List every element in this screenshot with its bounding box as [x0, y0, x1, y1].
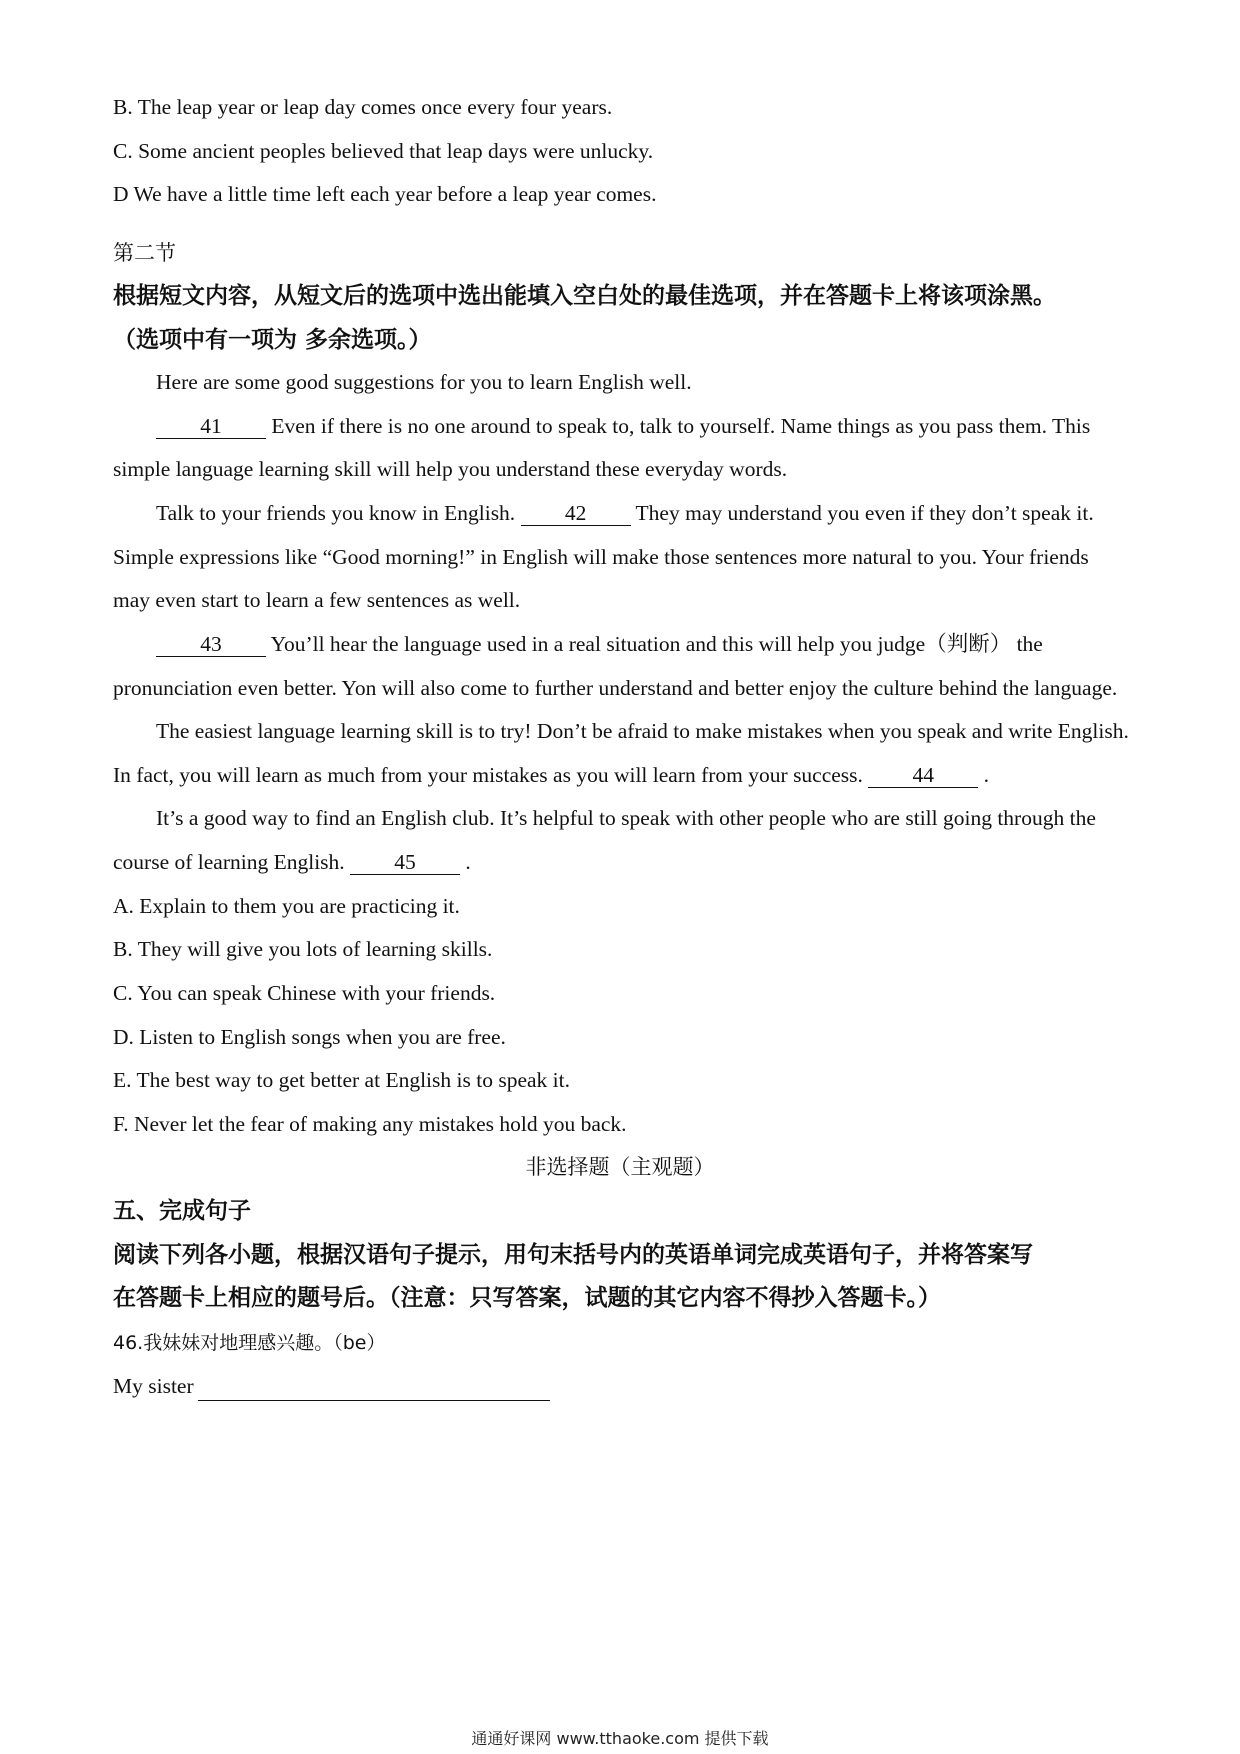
nonchoice-heading: 非选择题（主观题） — [525, 1155, 715, 1179]
passage-para-2: Talk to your friends you know in English. 42 They may understand you even if they don’t speak it. — [156, 501, 1094, 525]
blank-41: 41 — [156, 414, 266, 439]
blank-44: 44 — [868, 763, 978, 788]
option-d: D. Listen to English songs when you are free. — [113, 1025, 506, 1049]
section2-title: 第二节 — [113, 241, 176, 265]
option-b: B. They will give you lots of learning skills. — [113, 937, 493, 961]
passage-para-5: It’s a good way to find an English club. It’s helpful to speak with other people who are still going through the — [156, 806, 1096, 830]
passage-para-1-cont: simple language learning skill will help you understand these everyday words. — [113, 457, 788, 481]
passage-intro: Here are some good suggestions for you to learn English well. — [156, 370, 692, 394]
option-c: C. You can speak Chinese with your friends. — [113, 981, 496, 1005]
passage-para-1: 41 Even if there is no one around to speak to, talk to yourself. Name things as you pass them. This — [156, 411, 1130, 441]
blank-42: 42 — [521, 501, 631, 526]
blank-45: 45 — [350, 850, 460, 875]
option-b-prev: B. The leap year or leap day comes once every four years. — [113, 95, 613, 119]
passage-para-4: The easiest language learning skill is to try! Don’t be afraid to make mistakes when you speak and write English. — [156, 719, 1129, 743]
question-46: 46.我妹妹对地理感兴趣。（be） — [113, 1332, 386, 1354]
question-46-answer: My sister — [113, 1371, 1130, 1401]
passage-para-3: 43 You’ll hear the language used in a real situation and this will help you judge（判断） the — [156, 629, 1130, 659]
passage-para-5-cont: course of learning English. 45 . — [113, 850, 471, 874]
section2-instruction: 根据短文内容，从短文后的选项中选出能填入空白处的最佳选项，并在答题卡上将该项涂黑。 — [113, 283, 1056, 309]
option-c-prev: C. Some ancient peoples believed that leap days were unlucky. — [113, 139, 654, 163]
section5-instruction: 阅读下列各小题，根据汉语句子提示，用句末括号内的英语单词完成英语句子，并将答案写 — [113, 1242, 1033, 1268]
section2-note: （选项中有一项为 多余选项。） — [113, 327, 432, 353]
blank-43: 43 — [156, 632, 266, 657]
page-footer: 通通好课网 www.tthaoke.com 提供下载 — [471, 1729, 769, 1748]
passage-para-3-cont: pronunciation even better. Yon will also come to further understand and better enjoy the culture behind the language. — [113, 676, 1118, 700]
passage-para-2-cont: Simple expressions like “Good morning!” in English will make those sentences more natural to you. Your friends — [113, 545, 1089, 569]
option-f: F. Never let the fear of making any mistakes hold you back. — [113, 1112, 627, 1136]
section5-title: 五、完成句子 — [113, 1198, 251, 1224]
passage-para-4-cont: In fact, you will learn as much from your mistakes as you will learn from your success. 44 . — [113, 763, 990, 787]
answer-blank[interactable] — [198, 1378, 550, 1401]
option-a: A. Explain to them you are practicing it. — [113, 894, 460, 918]
option-d-prev: D We have a little time left each year before a leap year comes. — [113, 182, 657, 206]
section5-instruction-cont: 在答题卡上相应的题号后。（注意：只写答案，试题的其它内容不得抄入答题卡。） — [113, 1285, 941, 1311]
passage-para-2-cont2: may even start to learn a few sentences as well. — [113, 588, 521, 612]
option-e: E. The best way to get better at English is to speak it. — [113, 1068, 570, 1092]
